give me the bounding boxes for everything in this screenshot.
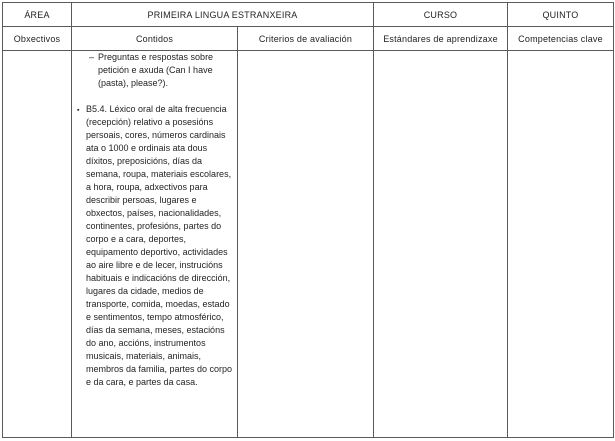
- list-item-text: B5.4. Léxico oral de alta frecuencia (recepción) relativo a posesións persoais, cores, números cardinais ata o 1000 e ordinais ata dous díxitos, preposicións, días da semana, roupa, materiais escolares, a hora, roupa, adxectivos para describir persoas, lugares e obxectos, países, nacionalidades, continentes, profesións, partes do corpo e a cara, deportes, equipamento deportivo, actividades ao aire libre e de lecer, instrucións habituais e indicacións de dirección, lugares da cidade, medios de transporte, comida, moedas, estado e sentimentos, tempo atmosférico, días da semana, meses, estacións do ano, accións, instrumentos musicais, materiais, animais, membros da familia, partes do corpo e da cara, e partes da casa.: [86, 104, 233, 387]
- list-item-text: Preguntas e respostas sobre petición e axuda (Can I have (pasta), please?).: [98, 52, 214, 88]
- list-item-preguntas: [89, 51, 237, 90]
- competencias-empty-cell: [508, 51, 614, 438]
- column-header-estandares: Estándares de aprendizaxe: [374, 27, 508, 51]
- obxectivos-empty-cell: [3, 51, 72, 438]
- table-header-row-1: [3, 3, 614, 27]
- estandares-empty-cell: [374, 51, 508, 438]
- curso-label-cell: CURSO: [374, 3, 508, 27]
- column-header-competencias: Competencias clave: [508, 27, 614, 51]
- criterios-empty-cell: [238, 51, 374, 438]
- square-bullet-icon: ▪: [77, 107, 80, 114]
- subject-title-cell: PRIMEIRA LINGUA ESTRANXEIRA: [72, 3, 374, 27]
- column-header-obxectivos: Obxectivos: [3, 27, 72, 51]
- table-content-row: [3, 51, 614, 438]
- list-item-lexico: [77, 103, 237, 389]
- curso-value-cell: QUINTO: [508, 3, 614, 27]
- dash-bullet-icon: –: [89, 52, 95, 62]
- column-header-criterios: Criterios de avaliación: [238, 27, 374, 51]
- table-header-row-2: [3, 27, 614, 51]
- column-header-contidos: Contidos: [72, 27, 238, 51]
- contidos-cell: [72, 51, 238, 438]
- area-label-cell: ÁREA: [3, 3, 72, 27]
- curriculum-table: [2, 2, 614, 438]
